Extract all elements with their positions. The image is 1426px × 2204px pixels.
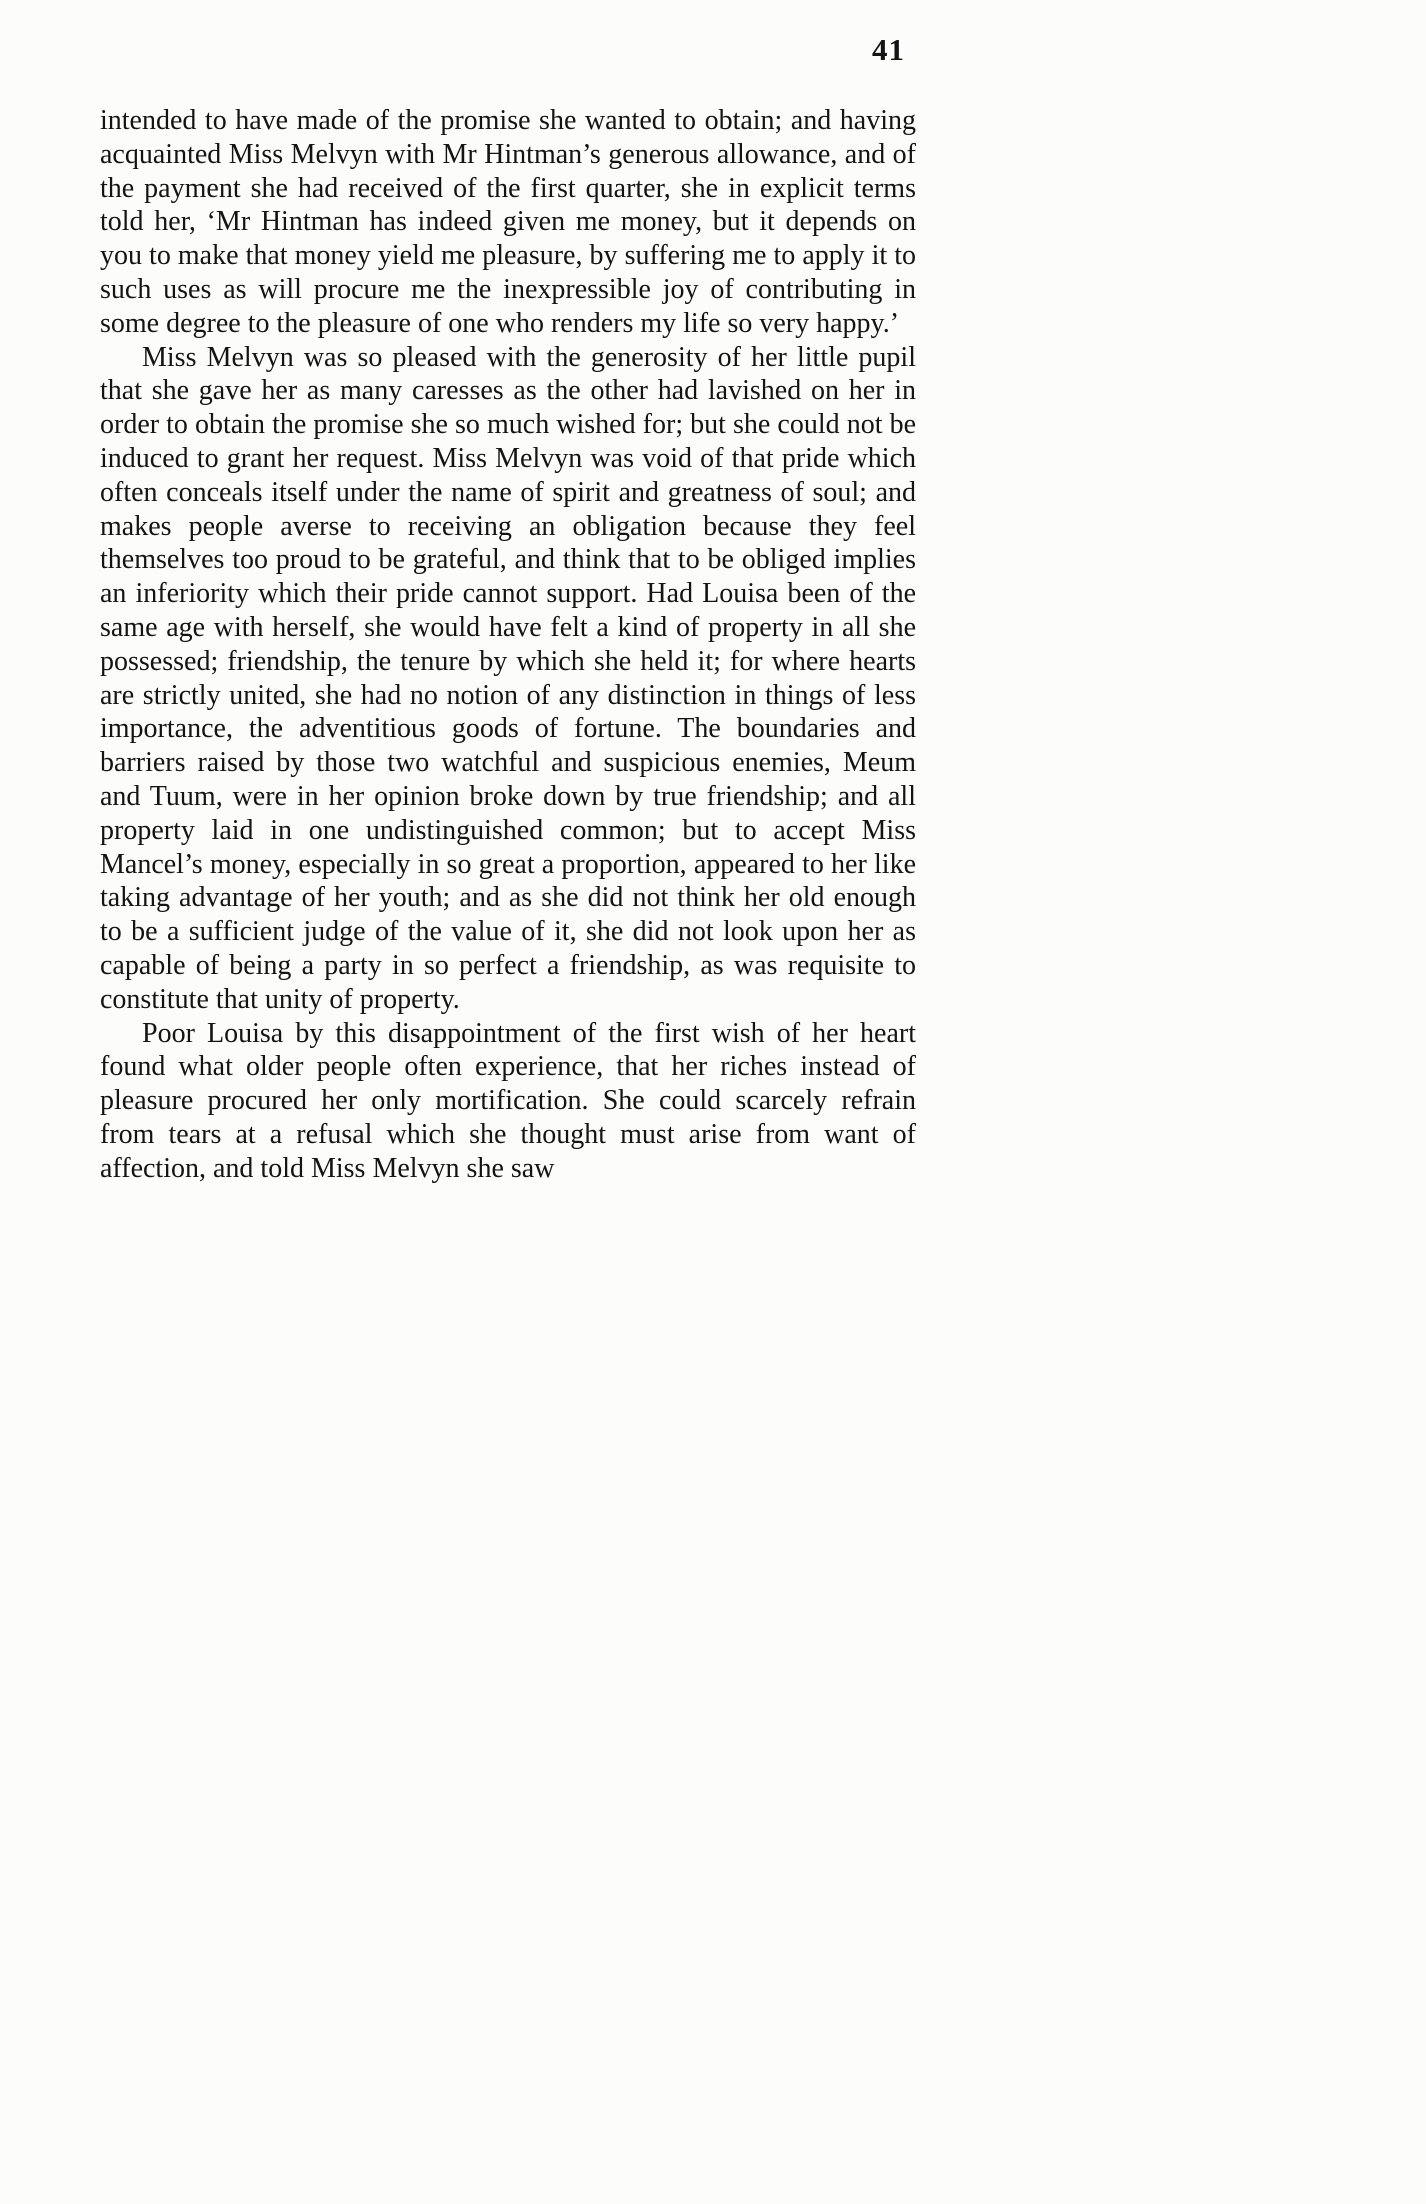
paragraph: intended to have made of the promise she wanted to obtain; and having acquainted Miss Melvyn with Mr Hintman’s generous allowance, and of the payment she had received of the first quarter, she in explicit terms told her, ‘Mr Hintman has indeed given me money, but it depends on you to make that money yield me pleasure, by suffering me to apply it to such uses as will procure me the inexpressible joy of contributing in some degree to the pleasure of one who renders my life so very happy.’ bbox=[100, 105, 916, 339]
text-block bbox=[100, 104, 916, 1186]
paragraph: Poor Louisa by this disappointment of the first wish of her heart found what older people often experience, that her riches instead of pleasure procured her only mortification. She could scarcely refrain from tears at a refusal which she thought must arise from want of affection, and told Miss Melvyn she saw bbox=[100, 1017, 916, 1184]
page-number: 41 bbox=[872, 32, 905, 67]
paragraph: Miss Melvyn was so pleased with the generosity of her little pupil that she gave her as many caresses as the other had lavished on her in order to obtain the promise she so much wished for; but she could not be induced to grant her request. Miss Melvyn was void of that pride which often conceals itself under the name of spirit and greatness of soul; and makes people averse to receiving an obligation because they feel themselves too proud to be grateful, and think that to be obliged implies an inferiority which their pride cannot support. Had Louisa been of the same age with herself, she would have felt a kind of property in all she possessed; friendship, the tenure by which she held it; for where hearts are strictly united, she had no notion of any distinction in things of less importance, the adventitious goods of fortune. The boundaries and barriers raised by those two watchful and suspicious enemies, Meum and Tuum, were in her opinion broke down by true friendship; and all property laid in one undistinguished common; but to accept Miss Mancel’s money, especially in so great a proportion, appeared to her like taking advantage of her youth; and as she did not think her old enough to be a sufficient judge of the value of it, she did not look upon her as capable of being a party in so perfect a friendship, as was requisite to constitute that unity of property. bbox=[100, 341, 916, 1015]
